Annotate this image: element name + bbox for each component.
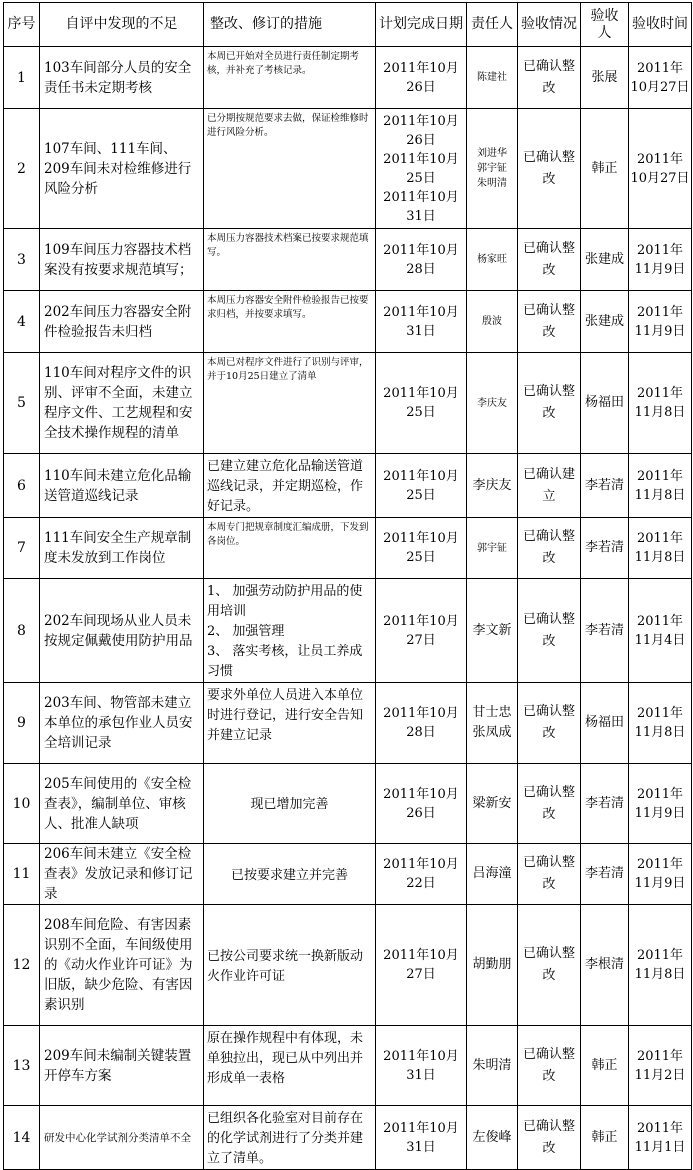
responsible-person: 朱明清 xyxy=(477,178,507,189)
responsible-cell xyxy=(467,291,518,353)
header-issue: 自评中发现的不足 xyxy=(40,3,204,47)
header-measure: 整改、修订的措施 xyxy=(204,3,376,47)
responsible-cell xyxy=(467,683,518,764)
plan-date-cell xyxy=(376,454,467,518)
responsible-person: 李文新 xyxy=(472,622,512,638)
row-number: 11 xyxy=(4,844,40,905)
responsible-person: 李庆友 xyxy=(477,397,507,409)
acceptor-cell: 李若清 xyxy=(581,764,629,844)
measure-cell: 本周压力容器安全附件检验报告已按要求归档，并按要求填写。 xyxy=(204,291,376,353)
table-row xyxy=(4,353,692,454)
row-number: 5 xyxy=(4,353,40,454)
rectification-table xyxy=(3,2,692,1170)
table-row xyxy=(4,291,692,353)
status-cell: 已确认整改 xyxy=(518,1026,581,1106)
table-row xyxy=(4,518,692,579)
measure-cell: 已建立建立危化品输送管道巡线记录，并定期巡检，作好记录。 xyxy=(204,454,376,518)
row-number: 6 xyxy=(4,454,40,518)
responsible-cell xyxy=(467,1106,518,1170)
header-responsible: 责任人 xyxy=(467,3,518,47)
acceptor-cell: 张建成 xyxy=(581,291,629,353)
measure-cell: 现已增加完善 xyxy=(204,764,376,844)
acceptor-cell: 张建成 xyxy=(581,229,629,291)
issue-cell: 110车间未建立危化品输送管道巡线记录 xyxy=(40,454,204,518)
responsible-person: 左俊峰 xyxy=(472,1129,512,1145)
header-plan-date: 计划完成日期 xyxy=(376,3,467,47)
issue-cell: 206车间未建立《安全检查表》发放记录和修订记录 xyxy=(40,844,204,905)
plan-date: 2011年10月28日 xyxy=(383,706,459,740)
plan-date-cell xyxy=(376,905,467,1026)
plan-date: 2011年10月25日 xyxy=(383,151,459,186)
plan-date: 2011年10月25日 xyxy=(383,531,459,565)
issue-cell: 205车间使用的《安全检查表》，编制单位、审核人、批准人缺项 xyxy=(40,764,204,844)
plan-date: 2011年10月22日 xyxy=(383,857,459,891)
accept-time-cell: 2011年11月9日 xyxy=(629,229,692,291)
plan-date-cell xyxy=(376,109,467,229)
plan-date-cell xyxy=(376,47,467,109)
header-row xyxy=(4,3,692,47)
responsible-person: 杨家旺 xyxy=(477,254,507,265)
measure-list-item: 2、 加强管理 xyxy=(207,624,285,639)
plan-date: 2011年10月25日 xyxy=(383,468,459,503)
responsible-person: 甘士忠 xyxy=(472,705,512,720)
issue-cell: 202车间现场从业人员未按规定佩戴使用防护用品 xyxy=(40,579,204,683)
responsible-person: 张凤成 xyxy=(472,725,512,740)
row-number: 2 xyxy=(4,109,40,229)
row-number: 3 xyxy=(4,229,40,291)
accept-time-cell: 2011年11月8日 xyxy=(629,353,692,454)
measure-cell: 已分期按规范要求去做，保证检维修时进行风险分析。 xyxy=(204,109,376,229)
plan-date: 2011年10月26日 xyxy=(383,113,459,148)
table-row xyxy=(4,229,692,291)
responsible-person: 郭宇钲 xyxy=(477,542,507,554)
table-row xyxy=(4,764,692,844)
acceptor-cell: 张展 xyxy=(581,47,629,109)
accept-time-cell: 2011年11月8日 xyxy=(629,905,692,1026)
plan-date: 2011年10月26日 xyxy=(383,786,459,821)
measure-cell: 本周已对程序文件进行了识别与评审，并于10月25日建立了清单 xyxy=(204,353,376,454)
status-cell: 已确认整改 xyxy=(518,291,581,353)
accept-time-cell: 2011年10月27日 xyxy=(629,47,692,109)
measure-cell: 已组织各化验室对目前存在的化学试剂进行了分类并建立了清单。 xyxy=(204,1106,376,1170)
row-number: 9 xyxy=(4,683,40,764)
table-row xyxy=(4,47,692,109)
status-cell: 已确认整改 xyxy=(518,579,581,683)
accept-time-cell: 2011年11月9日 xyxy=(629,844,692,905)
row-number: 4 xyxy=(4,291,40,353)
plan-date-cell xyxy=(376,291,467,353)
responsible-cell xyxy=(467,454,518,518)
acceptor-cell: 韩正 xyxy=(581,109,629,229)
accept-time-cell: 2011年10月27日 xyxy=(629,109,692,229)
plan-date: 2011年10月27日 xyxy=(383,613,459,648)
responsible-person: 李庆友 xyxy=(472,477,512,493)
issue-cell: 202车间压力容器安全附件检验报告未归档 xyxy=(40,291,204,353)
plan-date-cell xyxy=(376,229,467,291)
plan-date-cell xyxy=(376,1026,467,1106)
row-number: 12 xyxy=(4,905,40,1026)
issue-cell: 110车间对程序文件的识别、评审不全面，未建立程序文件、工艺规程和安全技术操作规程的清单 xyxy=(40,353,204,454)
plan-date: 2011年10月26日 xyxy=(383,60,459,95)
acceptor-cell: 李根清 xyxy=(581,905,629,1026)
responsible-cell xyxy=(467,47,518,109)
table-row xyxy=(4,844,692,905)
issue-cell: 209车间未编制关键装置开停车方案 xyxy=(40,1026,204,1106)
status-cell: 已确认整改 xyxy=(518,844,581,905)
issue-cell: 研发中心化学试剂分类清单不全 xyxy=(40,1106,204,1170)
plan-date-cell xyxy=(376,844,467,905)
responsible-person: 朱明清 xyxy=(472,1057,512,1073)
row-number: 8 xyxy=(4,579,40,683)
status-cell: 已确认整改 xyxy=(518,1106,581,1170)
plan-date-cell xyxy=(376,353,467,454)
status-cell: 已确认整改 xyxy=(518,229,581,291)
row-number: 14 xyxy=(4,1106,40,1170)
table-row xyxy=(4,454,692,518)
accept-time-cell: 2011年11月2日 xyxy=(629,1026,692,1106)
issue-cell: 208车间危险、有害因素识别不全面，车间级使用的《动火作业许可证》为旧版，缺少危险、有害因素识别 xyxy=(40,905,204,1026)
measure-cell: 已按公司要求统一换新版动火作业许可证 xyxy=(204,905,376,1026)
plan-date-cell xyxy=(376,1106,467,1170)
header-accept-time: 验收时间 xyxy=(629,3,692,47)
responsible-cell xyxy=(467,844,518,905)
status-cell: 已确认整改 xyxy=(518,47,581,109)
responsible-cell xyxy=(467,518,518,579)
issue-cell: 109车间压力容器技术档案没有按要求规范填写； xyxy=(40,229,204,291)
responsible-cell xyxy=(467,905,518,1026)
measure-cell: 本周已开始对全员进行责任制定期考核，并补充了考核记录。 xyxy=(204,47,376,109)
accept-time-cell: 2011年11月8日 xyxy=(629,518,692,579)
acceptor-cell: 韩正 xyxy=(581,1026,629,1106)
table-row xyxy=(4,1106,692,1170)
accept-time-cell: 2011年11月1日 xyxy=(629,1106,692,1170)
table-row xyxy=(4,1026,692,1106)
status-cell: 已确认整改 xyxy=(518,353,581,454)
measure-cell xyxy=(204,579,376,683)
measure-list xyxy=(207,582,372,682)
responsible-cell xyxy=(467,1026,518,1106)
issue-cell: 111车间安全生产规章制度未发放到工作岗位 xyxy=(40,518,204,579)
responsible-person: 殷波 xyxy=(482,316,502,327)
accept-time-cell: 2011年11月8日 xyxy=(629,454,692,518)
status-cell: 已确认整改 xyxy=(518,764,581,844)
header-no: 序号 xyxy=(4,3,40,47)
header-status: 验收情况 xyxy=(518,3,581,47)
measure-list-item: 1、 加强劳动防护用品的使用培训 xyxy=(207,584,363,619)
responsible-cell xyxy=(467,353,518,454)
responsible-cell xyxy=(467,109,518,229)
measure-cell: 已按要求建立并完善 xyxy=(204,844,376,905)
acceptor-cell: 杨福田 xyxy=(581,353,629,454)
responsible-cell xyxy=(467,764,518,844)
measure-cell: 本周专门把规章制度汇编成册，下发到各岗位。 xyxy=(204,518,376,579)
status-cell: 已确认建立 xyxy=(518,454,581,518)
responsible-cell xyxy=(467,229,518,291)
status-cell: 已确认整改 xyxy=(518,683,581,764)
plan-date-cell xyxy=(376,518,467,579)
plan-date: 2011年10月31日 xyxy=(383,304,459,339)
measure-cell: 本周压力容器技术档案已按要求规范填写。 xyxy=(204,229,376,291)
table-row xyxy=(4,109,692,229)
measure-cell: 要求外单位人员进入本单位时进行登记，进行安全告知并建立记录 xyxy=(204,683,376,764)
acceptor-cell: 李若清 xyxy=(581,454,629,518)
responsible-person: 吕海潼 xyxy=(472,866,512,881)
plan-date: 2011年10月31日 xyxy=(383,189,459,224)
plan-date-cell xyxy=(376,683,467,764)
table-row xyxy=(4,905,692,1026)
table-row xyxy=(4,683,692,764)
responsible-cell xyxy=(467,579,518,683)
issue-cell: 107车间、111车间、209车间未对检维修进行风险分析 xyxy=(40,109,204,229)
plan-date: 2011年10月31日 xyxy=(383,1048,459,1083)
measure-cell: 原在操作规程中有体现，未单独拉出，现已从中列出并形成单一表格 xyxy=(204,1026,376,1106)
responsible-person: 梁新安 xyxy=(472,795,512,811)
measure-list-item: 3、 落实考核，让员工养成习惯 xyxy=(207,644,363,679)
row-number: 7 xyxy=(4,518,40,579)
responsible-person: 胡勤朋 xyxy=(472,957,512,972)
row-number: 10 xyxy=(4,764,40,844)
acceptor-cell: 李若清 xyxy=(581,518,629,579)
acceptor-cell: 韩正 xyxy=(581,1106,629,1170)
accept-time-cell: 2011年11月8日 xyxy=(629,683,692,764)
responsible-person: 刘进华 xyxy=(477,148,507,159)
accept-time-cell: 2011年11月4日 xyxy=(629,579,692,683)
accept-time-cell: 2011年11月9日 xyxy=(629,291,692,353)
plan-date: 2011年10月27日 xyxy=(383,948,459,982)
status-cell: 已确认整改 xyxy=(518,109,581,229)
header-acceptor: 验收人 xyxy=(581,3,629,47)
acceptor-cell: 李若清 xyxy=(581,579,629,683)
plan-date-cell xyxy=(376,764,467,844)
table-row xyxy=(4,579,692,683)
acceptor-cell: 杨福田 xyxy=(581,683,629,764)
issue-cell: 103车间部分人员的安全责任书未定期考核 xyxy=(40,47,204,109)
status-cell: 已确认整改 xyxy=(518,905,581,1026)
plan-date-cell xyxy=(376,579,467,683)
plan-date: 2011年10月28日 xyxy=(383,242,459,277)
row-number: 1 xyxy=(4,47,40,109)
responsible-person: 郭宇钲 xyxy=(477,163,507,174)
accept-time-cell: 2011年11月9日 xyxy=(629,764,692,844)
row-number: 13 xyxy=(4,1026,40,1106)
acceptor-cell: 李若清 xyxy=(581,844,629,905)
status-cell: 已确认整改 xyxy=(518,518,581,579)
responsible-person: 陈建社 xyxy=(477,72,507,83)
issue-cell: 203车间、物管部未建立本单位的承包作业人员安全培训记录 xyxy=(40,683,204,764)
plan-date: 2011年10月31日 xyxy=(383,1120,459,1155)
plan-date: 2011年10月25日 xyxy=(383,386,459,420)
